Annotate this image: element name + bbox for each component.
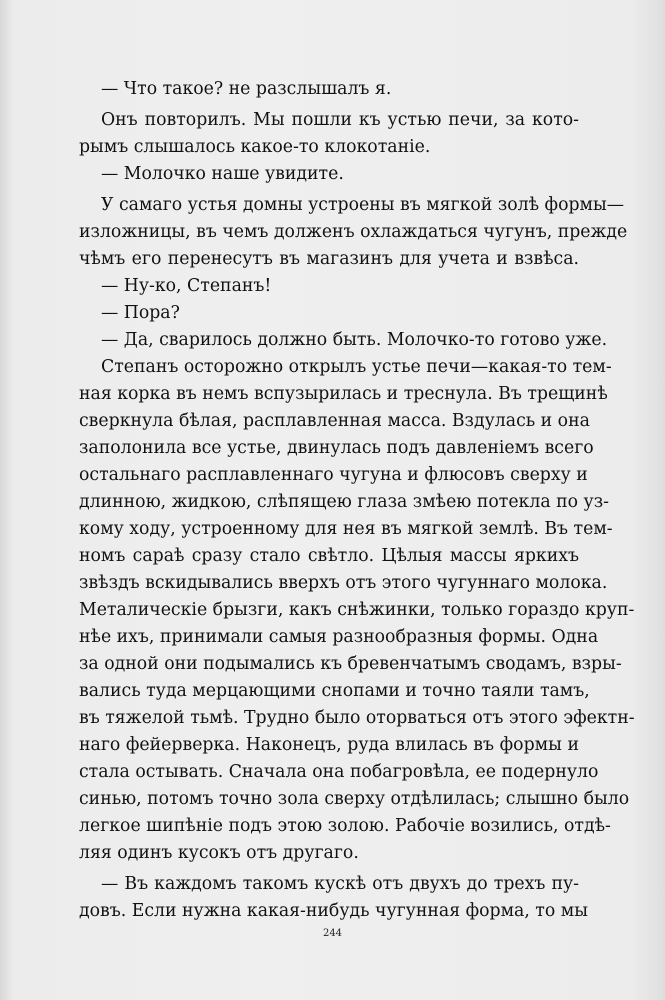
text-line: Степанъ осторожно открылъ устье печи—какая-то тем- xyxy=(101,357,612,377)
text-line: чѣмъ его перенесутъ въ магазинъ для учета и взвѣса. xyxy=(79,249,579,269)
text-line: Онъ повторилъ. Мы пошли къ устью печи, за кото- xyxy=(101,110,579,130)
text-line: — Ну-ко, Степанъ! xyxy=(101,276,272,296)
text-line: сверкнула бѣлая, расплавленная масса. Вздулась и она xyxy=(79,411,590,431)
text-line: наго фейерверка. Наконецъ, руда влилась въ формы и xyxy=(79,735,579,755)
text-line: кому ходу, устроенному для нея въ мягкой землѣ. Въ тем- xyxy=(79,519,613,539)
text-line: — Да, сварилось должно быть. Молочко-то готово уже. xyxy=(101,330,608,350)
text-line: вались туда мерцающими снопами и точно таяли тамъ, xyxy=(79,681,590,701)
text-line: изложницы, въ чемъ долженъ охлаждаться чугунъ, прежде xyxy=(79,222,628,242)
text-line: ляя одинъ кусокъ отъ другаго. xyxy=(79,843,359,863)
page-number: 244 xyxy=(322,928,343,939)
text-line: номъ сараѣ сразу стало свѣтло. Цѣлыя массы яркихъ xyxy=(79,546,579,566)
text-line: звѣздъ вскидывались вверхъ отъ этого чугуннаго молока. xyxy=(79,573,608,593)
text-line: въ тяжелой тьмѣ. Трудно было оторваться отъ этого эфектн- xyxy=(79,708,635,728)
text-line: довъ. Если нужна какая-нибудь чугунная форма, то мы xyxy=(79,901,588,921)
text-line: ная корка въ немъ вспузырилась и треснула. Въ трещинѣ xyxy=(79,384,608,404)
text-line: легкое шипѣнiе подъ этою золою. Рабочiе возились, отдѣ- xyxy=(79,816,611,836)
text-line: нѣе ихъ, принимали самыя разнообразныя формы. Одна xyxy=(79,627,599,647)
text-line: синью, потомъ точно зола сверху отдѣлилась; слышно было xyxy=(79,789,630,809)
text-line: — Молочко наше увидите. xyxy=(101,164,344,184)
text-line: У самаго устья домны устроены въ мягкой золѣ формы— xyxy=(101,195,625,215)
text-line: длинною, жидкою, слѣпящею глаза змѣею потекла по уз- xyxy=(79,492,609,512)
text-line: стала остывать. Сначала она побагровѣла, ее подернуло xyxy=(79,762,599,782)
text-line: остальнаго расплавленнаго чугуна и флюсовъ сверху и xyxy=(79,465,588,485)
text-line: заполонила все устье, двинулась подъ давленiемъ всего xyxy=(79,438,594,458)
text-line: — Пора? xyxy=(101,303,180,323)
text-line: — Что такое? не разслышалъ я. xyxy=(101,79,392,99)
text-line: Металическiе брызги, какъ снѣжинки, только гораздо круп- xyxy=(79,600,635,620)
text-line: рымъ слышалось какое-то клокотанiе. xyxy=(79,137,431,157)
page-body-text xyxy=(79,76,635,925)
text-line: за одной они подымались къ бревенчатымъ сводамъ, взры- xyxy=(79,654,622,674)
text-line: — Въ каждомъ такомъ кускѣ отъ двухъ до трехъ пу- xyxy=(101,874,579,894)
